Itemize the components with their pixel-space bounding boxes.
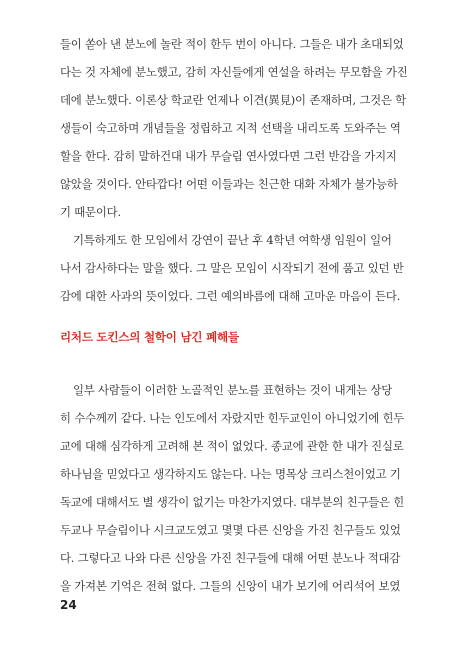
text-line: 하나님을 믿었다고 생각하지도 않는다. 나는 명목상 크리스천이었고 기 bbox=[60, 467, 401, 481]
text-line: 교에 대해 심각하게 고려해 본 적이 없었다. 종교에 관한 한 내가 진실로 bbox=[60, 439, 404, 453]
text-line: 다는 것 자체에 분노했고, 감히 자신들에게 연설을 하려는 무모함을 가진 bbox=[60, 65, 408, 79]
text-line: 두교나 무슬림이나 시크교도였고 몇몇 다른 신앙을 가진 친구들도 있었 bbox=[60, 523, 401, 537]
text-line: 데에 분노했다. 이론상 학교란 언제나 이견(異見)이 존재하며, 그것은 학 bbox=[60, 93, 406, 107]
text-line: 히 수수께끼 같다. 나는 인도에서 자랐지만 힌두교인이 아니었기에 힌두 bbox=[60, 411, 405, 425]
text-line: 않았을 것이다. 안타깝다! 어떤 이들과는 친근한 대화 자체가 불가능하 bbox=[60, 177, 398, 191]
text-line: 생들이 숙고하며 개념들을 정립하고 지적 선택을 내리도록 도와주는 역 bbox=[60, 121, 401, 135]
text-line: 들이 쏟아 낸 분노에 놀란 적이 한두 번이 아니다. 그들은 내가 초대되었 bbox=[60, 37, 404, 51]
text-line: 감에 대한 사과의 뜻이었다. 그런 예의바름에 대해 고마운 마음이 든다. bbox=[60, 289, 401, 303]
text-line: 기특하게도 한 모임에서 강연이 끝난 후 4학년 여학생 임원이 일어 bbox=[73, 233, 392, 247]
text-line: 다. 그렇다고 나와 다른 신앙을 가진 친구들에 대해 어떤 분노나 적대감 bbox=[60, 551, 401, 565]
page-number: 24 bbox=[60, 598, 77, 612]
text-line: 일부 사람들이 이러한 노골적인 분노를 표현하는 것이 내게는 상당 bbox=[73, 383, 393, 397]
text-line: 할을 한다. 감히 말하건대 내가 무슬림 연사였다면 그런 반감을 가지지 bbox=[60, 149, 397, 163]
text-line: 기 때문이다. bbox=[60, 205, 121, 219]
text-line: 을 가져본 기억은 전혀 없다. 그들의 신앙이 내가 보기에 어리석어 보였 bbox=[60, 579, 401, 593]
section-heading: 리처드 도킨스의 철학이 남긴 폐해들 bbox=[60, 330, 239, 344]
text-line: 나서 감사하다는 말을 했다. 그 말은 모임이 시작되기 전에 품고 있던 반 bbox=[60, 261, 404, 275]
text-line: 독교에 대해서도 별 생각이 없기는 마찬가지였다. 대부분의 친구들은 힌 bbox=[60, 495, 405, 509]
